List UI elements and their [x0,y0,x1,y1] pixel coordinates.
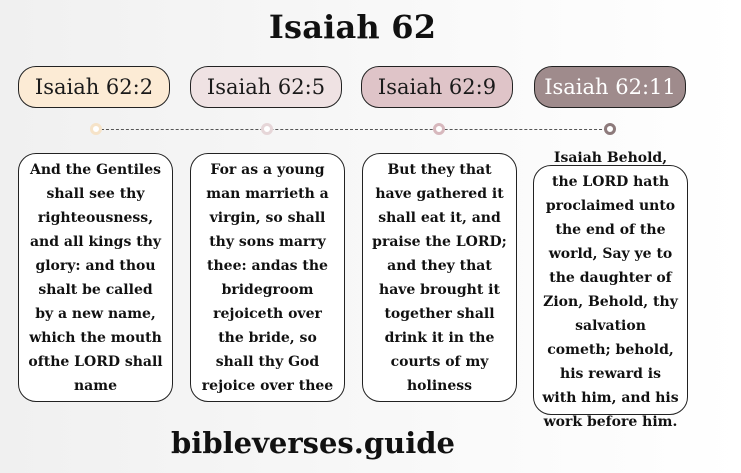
site-name: bibleverses.guide [171,426,455,460]
verse-card [362,153,517,402]
verse-card [533,150,688,430]
verse-card [18,153,173,402]
verse-text: And the Gentiles shall see thy righteousness, and all kings thy glory: and thou shalt be called by a new name, which the mouth ofthe LORD shall name [28,161,163,394]
verse-label-pill: Isaiah 62:2 [18,66,170,108]
page-title: Isaiah 62 [268,8,437,46]
timeline-marker [90,123,102,135]
verse-text: But they that have gathered it shall eat it, and praise the LORD; and they that have brought it together shall drink it in the courts of my holiness [372,161,507,394]
verse-card [190,153,345,402]
timeline-marker [433,123,445,135]
timeline-marker [604,123,616,135]
verse-label-pill: Isaiah 62:11 [534,66,686,108]
verse-label-pill: Isaiah 62:9 [361,66,513,108]
verse-text: For as a young man marrieth a virgin, so shall thy sons marry thee: andas the bridegroom rejoiceth over the bride, so shall thy God rejoice over thee [201,161,334,394]
timeline-line [96,129,612,130]
verse-text: Isaiah Behold, the LORD hath proclaimed unto the end of the world, Say ye to the daughter of Zion, Behold, thy salvation cometh; behold, his reward is with him, and his work before him. [542,150,679,430]
timeline-marker [261,123,273,135]
verse-label-pill: Isaiah 62:5 [190,66,342,108]
